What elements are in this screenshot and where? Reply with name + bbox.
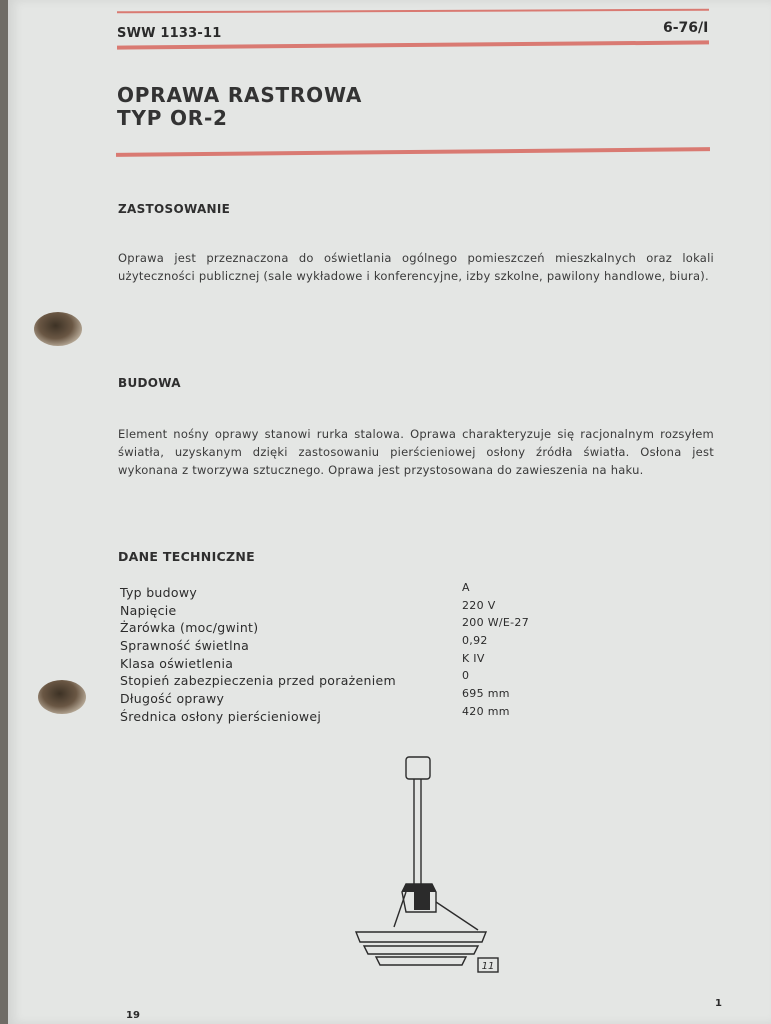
- lamp-canopy: [406, 757, 430, 779]
- lamp-shade-ring-3: [376, 957, 466, 965]
- page-number-right: 1: [715, 998, 722, 1009]
- lamp-arm-left: [394, 892, 406, 927]
- figure-label: 11: [481, 961, 495, 972]
- punch-hole-top: [34, 312, 82, 346]
- spec-label: Żarówka (moc/gwint): [120, 620, 259, 636]
- spec-label: Stopień zabezpieczenia przed porażeniem: [120, 673, 396, 689]
- spec-value: 420 mm: [462, 704, 510, 718]
- lamp-arm-right: [436, 902, 478, 930]
- lamp-shade-ring-2: [364, 946, 478, 954]
- spec-value: K IV: [462, 651, 485, 665]
- spec-value: 220 V: [462, 598, 496, 612]
- lamp-socket-body: [414, 892, 430, 910]
- title-line-2: TYP OR-2: [117, 106, 228, 130]
- section-text-zastosowanie: Oprawa jest przeznaczona do oświetlania ogólnego pomieszczeń mieszkalnych oraz lokali użyteczności publicznej (sale wykładowe i konferencyjne, izby szkolne, pawilony handlowe, biura).: [118, 251, 714, 283]
- spec-value: 695 mm: [462, 687, 510, 701]
- document-code: SWW 1133-11: [117, 26, 222, 41]
- document-number: 6-76/I: [663, 20, 709, 36]
- title-line-1: OPRAWA RASTROWA: [117, 83, 363, 107]
- page-number-left: 19: [126, 1010, 140, 1021]
- lamp-drawing: [350, 752, 510, 982]
- lamp-shade-ring-1: [356, 932, 486, 942]
- spec-row: [120, 704, 540, 727]
- spec-value: 200 W/E-27: [462, 616, 529, 630]
- section-text-budowa: Element nośny oprawy stanowi rurka stalowa. Oprawa charakteryzuje się racjonalnym rozsyłem światła, uzyskanym dzięki zastosowaniu pierścieniowej osłony źródła światła. Osłona jest wykonana z tworzywa sztucznego. Oprawa jest przystosowana do zawieszenia na haku.: [118, 427, 714, 477]
- spec-value: A: [462, 581, 470, 594]
- spec-label: Typ budowy: [120, 585, 198, 600]
- lamp-socket-fill: [402, 884, 436, 892]
- punch-hole-bottom: [38, 680, 86, 714]
- document-title: [117, 84, 362, 130]
- spec-value: 0: [462, 669, 470, 683]
- section-heading-dane: DANE TECHNICZNE: [118, 549, 255, 564]
- spec-row: [120, 651, 540, 674]
- spec-label: Napięcie: [120, 602, 177, 618]
- spec-table: [120, 581, 540, 727]
- spec-label: Średnica osłony pierścieniowej: [120, 708, 322, 724]
- spec-label: Długość oprawy: [120, 691, 225, 707]
- section-heading-budowa: BUDOWA: [118, 376, 181, 390]
- spec-label: Sprawność świetlna: [120, 638, 250, 654]
- section-heading-zastosowanie: ZASTOSOWANIE: [118, 202, 231, 216]
- spec-value: 0,92: [462, 634, 488, 648]
- spec-label: Klasa oświetlenia: [120, 655, 234, 671]
